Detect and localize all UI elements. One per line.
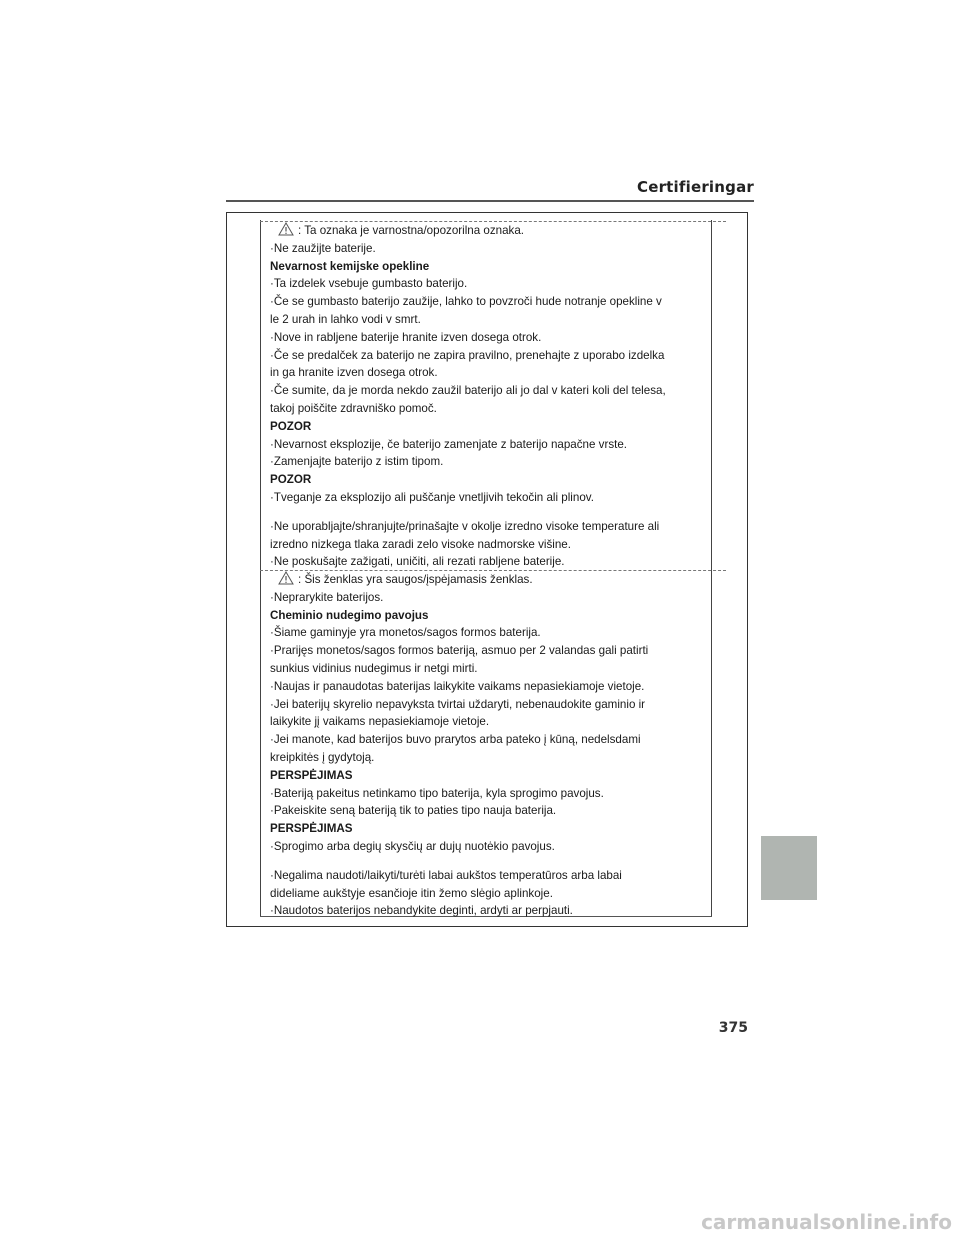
warning-text-line: ·Jei baterijų skyrelio nepavyksta tvirtai uždaryti, nebenaudokite gaminio ir: [270, 697, 646, 711]
warning-text-line: ·Zamenjajte baterijo z istim tipom.: [270, 455, 444, 469]
warning-text-line: sunkius vidinius nudegimus ir netgi mirti.: [270, 661, 478, 675]
warning-text-line: in ga hranite izven dosega otrok.: [270, 366, 438, 380]
lithuanian-battery-warning: [270, 571, 706, 920]
warning-triangle-icon: [278, 222, 294, 236]
warning-text-line: ·Ta izdelek vsebuje gumbasto baterijo.: [270, 277, 468, 291]
warning-text-line: ·Nevarnost eksplozije, če baterijo zamenjate z baterijo napačne vrste.: [270, 437, 628, 451]
warning-text-line: kreipkitės į gydytoją.: [270, 750, 375, 764]
warning-text-line: laikykite jį vaikams nepasiekiamoje vietoje.: [270, 715, 490, 729]
slovenian-battery-warning: [270, 222, 706, 571]
warning-text-line: ·Nove in rabljene baterije hranite izven dosega otrok.: [270, 330, 542, 344]
warning-text-line: ·Pakeiskite seną bateriją tik to paties tipo nauja baterija.: [270, 804, 557, 818]
slovenian-symbol-text: : Ta oznaka je varnostna/opozorilna oznaka.: [298, 224, 525, 237]
warning-text-line: izredno nizkega tlaka zaradi zelo visoke nadmorske višine.: [270, 537, 571, 551]
warning-heading: POZOR: [270, 419, 312, 433]
spacer: [270, 856, 706, 867]
warning-text-line: ·Prarijęs monetos/sagos formos bateriją, asmuo per 2 valandas gali patirti: [270, 644, 649, 658]
lithuanian-symbol-text: : Šis ženklas yra saugos/įspėjamasis ženklas.: [298, 573, 533, 586]
warning-text-line: ·Naujas ir panaudotas baterijas laikykite vaikams nepasiekiamoje vietoje.: [270, 679, 645, 693]
warning-text-line: takoj poiščite zdravniško pomoč.: [270, 401, 437, 415]
warning-triangle-icon: [278, 571, 294, 585]
warning-text-line: ·Naudotos baterijos nebandykite deginti, ardyti ar perpjauti.: [270, 904, 573, 918]
section-title: Certifieringar: [636, 178, 754, 196]
warning-heading: Cheminio nudegimo pavojus: [270, 608, 429, 622]
warning-text-line: ·Bateriją pakeitus netinkamo tipo baterija, kyla sprogimo pavojus.: [270, 786, 604, 800]
warning-heading: POZOR: [270, 473, 312, 487]
warning-text-line: ·Ne poskušajte zažigati, uničiti, ali rezati rabljene baterije.: [270, 555, 565, 569]
warning-text-line: ·Ne zaužijte baterije.: [270, 241, 376, 255]
warning-heading: PERSPĖJIMAS: [270, 768, 353, 782]
warning-text-line: dideliame aukštyje esančioje itin žemo slėgio aplinkoje.: [270, 886, 553, 900]
warning-text-line: ·Jei manote, kad baterijos buvo prarytos arba pateko į kūną, nedelsdami: [270, 733, 641, 747]
chapter-tab: [761, 836, 817, 900]
warning-text-line: ·Šiame gaminyje yra monetos/sagos formos baterija.: [270, 626, 541, 640]
warning-heading: PERSPĖJIMAS: [270, 822, 353, 836]
warning-text-line: ·Negalima naudoti/laikyti/turėti labai aukštos temperatūros arba labai: [270, 868, 622, 882]
spacer: [270, 507, 706, 518]
warning-text-line: le 2 urah in lahko vodi v smrt.: [270, 312, 421, 326]
page-number: 375: [718, 1020, 748, 1036]
warning-text-line: ·Sprogimo arba degių skysčių ar dujų nuotėkio pavojus.: [270, 839, 555, 853]
warning-heading: Nevarnost kemijske opekline: [270, 259, 430, 273]
lithuanian-symbol-line: [270, 571, 706, 589]
header-divider: [226, 200, 754, 202]
warning-text-line: ·Če se predalček za baterijo ne zapira pravilno, prenehajte z uporabo izdelka: [270, 348, 665, 362]
warning-text-line: ·Tveganje za eksplozijo ali puščanje vnetljivih tekočin ali plinov.: [270, 490, 594, 504]
warning-text-line: ·Ne uporabljajte/shranjujte/prinašajte v okolje izredno visoke temperature ali: [270, 519, 660, 533]
warning-text-line: ·Če sumite, da je morda nekdo zaužil baterijo ali jo dal v kateri koli del telesa,: [270, 384, 666, 398]
slovenian-symbol-line: [270, 222, 706, 240]
watermark: carmanualsonline.info: [701, 1210, 952, 1234]
warning-text-line: ·Če se gumbasto baterijo zaužije, lahko to povzroči hude notranje opekline v: [270, 295, 662, 309]
warning-text-line: ·Neprarykite baterijos.: [270, 590, 384, 604]
